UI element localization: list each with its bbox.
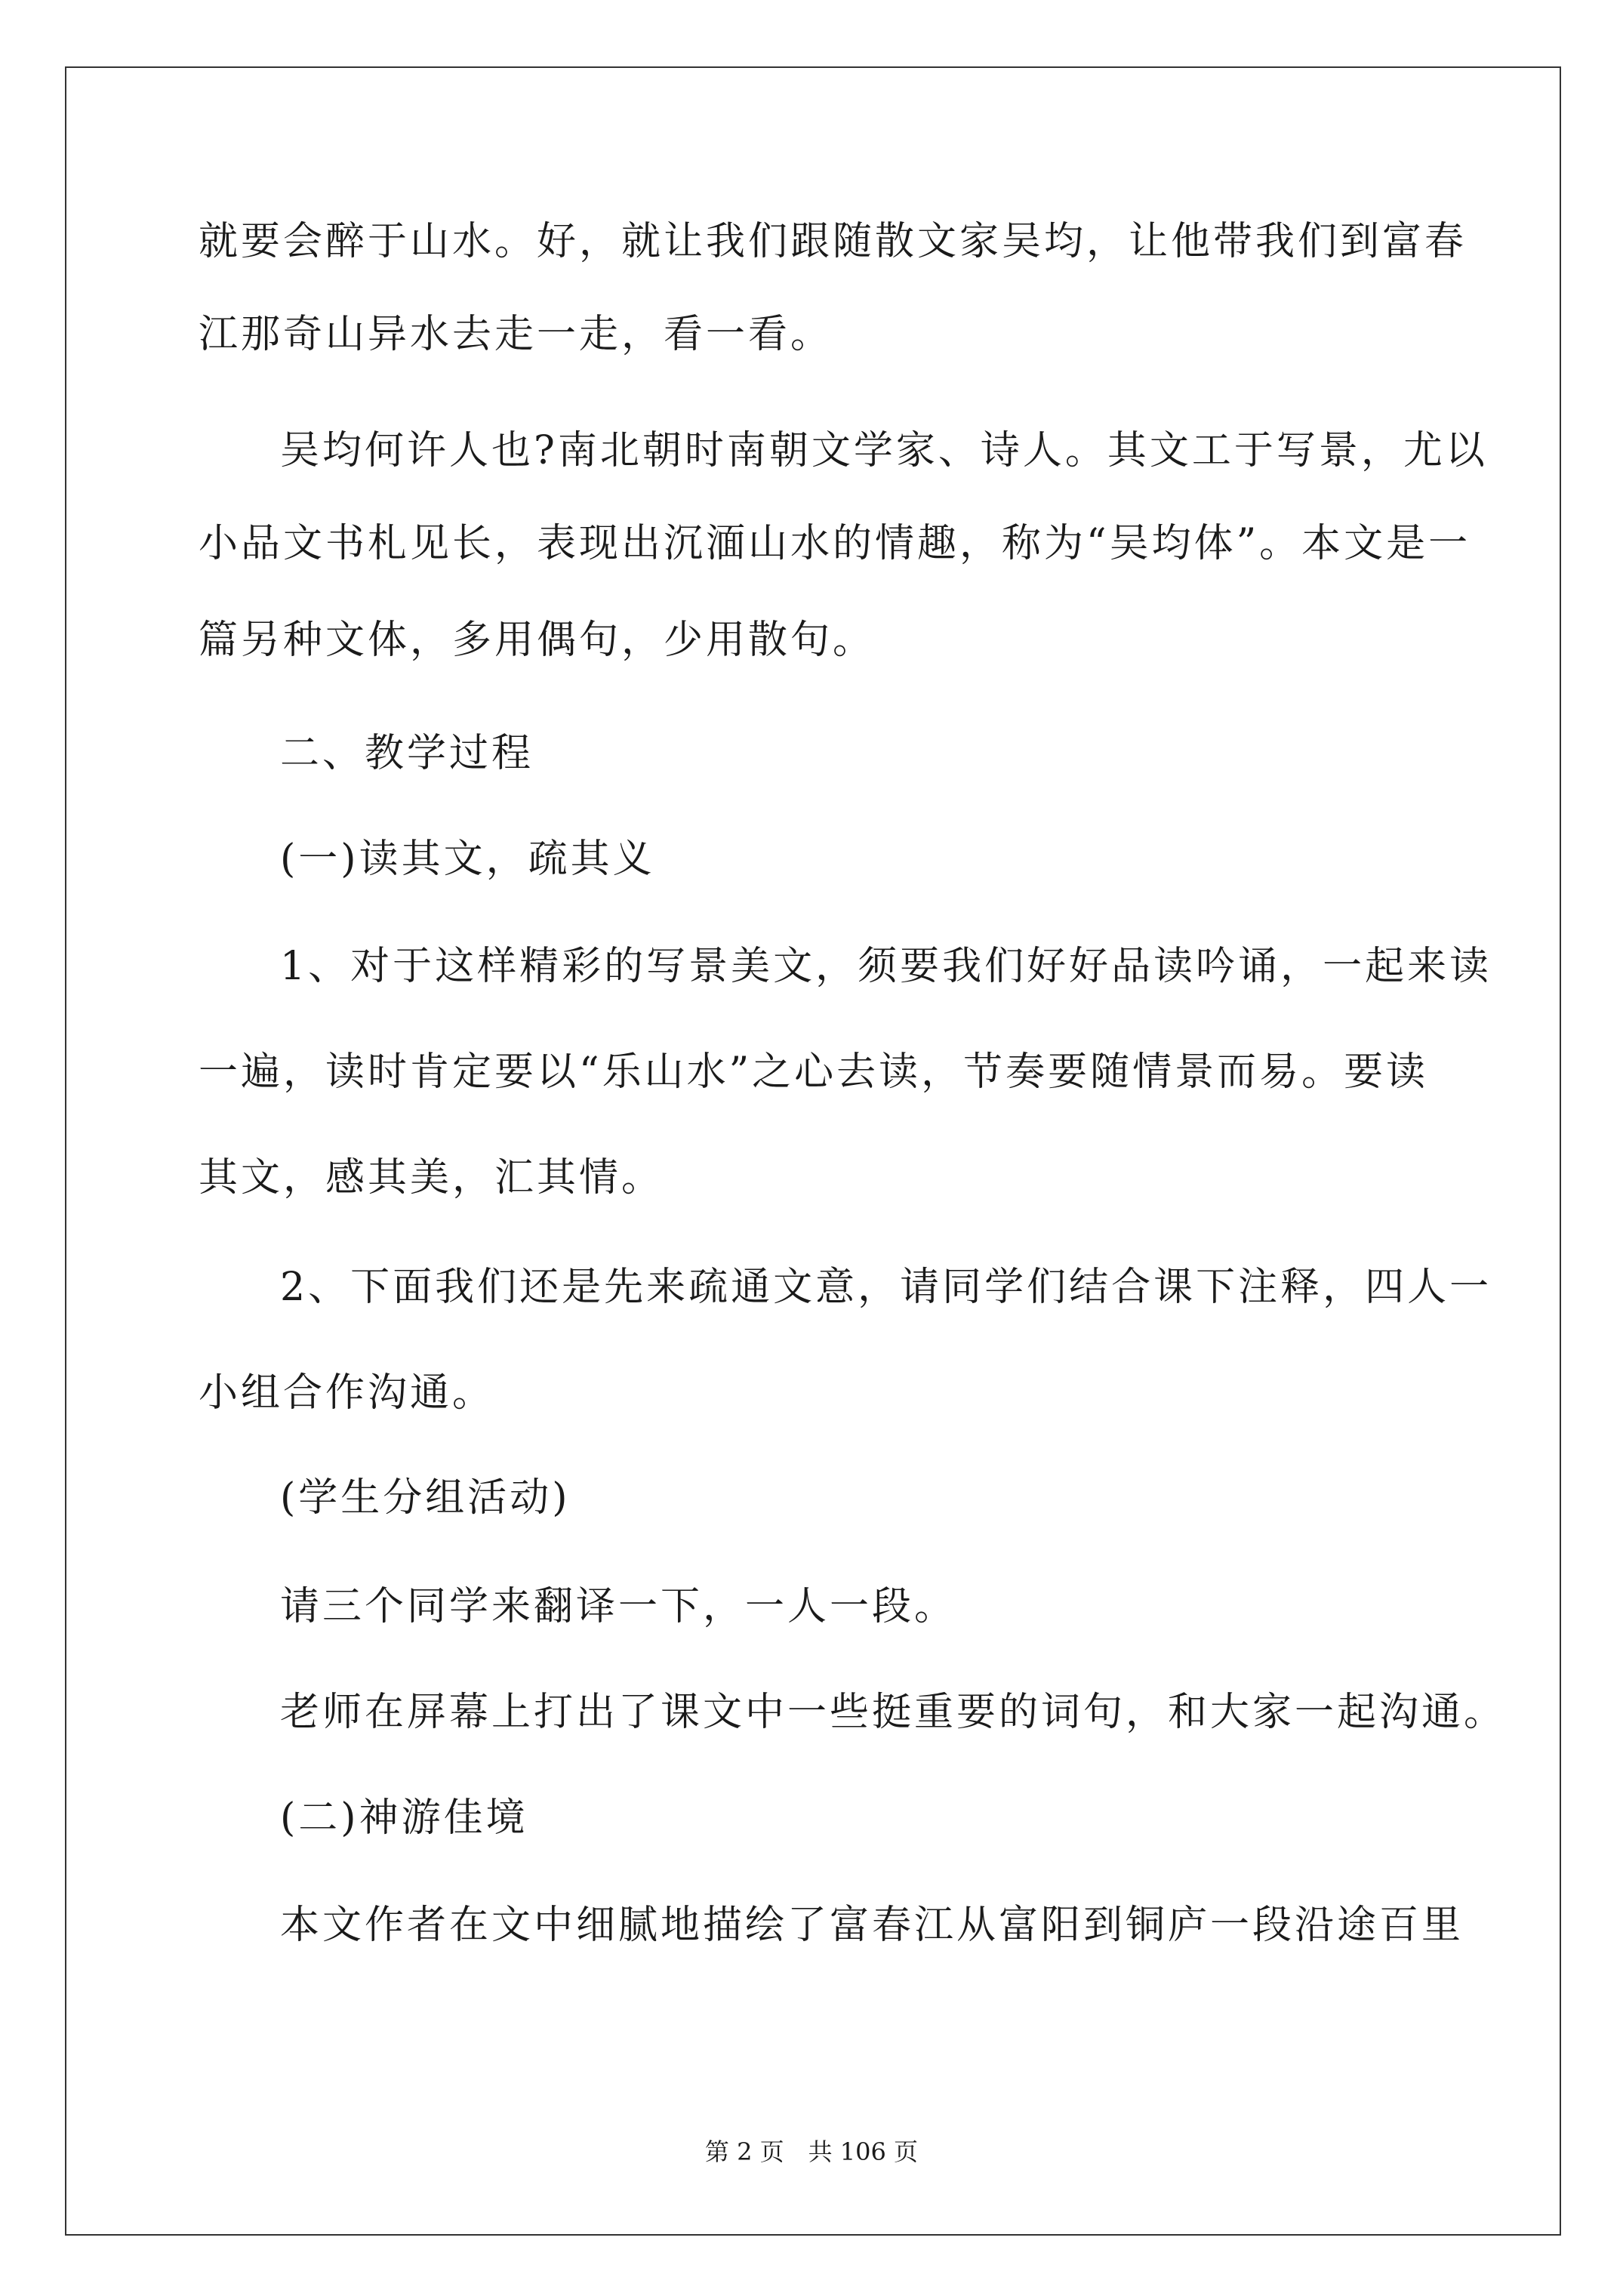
- text-line: 2、下面我们还是先来疏通文意，请同学们结合课下注释，四人一: [280, 1265, 1492, 1310]
- page-number: 第 2 页 共 106 页: [704, 2137, 919, 2166]
- text-line: (学生分组活动): [280, 1475, 571, 1521]
- text-line: 江那奇山异水去走一走，看一看。: [199, 312, 833, 357]
- text-line: 小品文书札见长，表现出沉湎山水的情趣，称为“吴均体”。本文是一: [199, 521, 1471, 566]
- text-line: 老师在屏幕上打出了课文中一些挺重要的词句，和大家一起沟通。: [280, 1690, 1507, 1735]
- text-line: 其文，感其美，汇其情。: [199, 1155, 664, 1200]
- subsection-heading: (一)读其文，疏其义: [280, 837, 655, 882]
- text-line: 请三个同学来翻译一下，一人一段。: [280, 1584, 957, 1629]
- text-line: 本文作者在文中细腻地描绘了富春江从富阳到铜庐一段沿途百里: [280, 1903, 1464, 1948]
- section-heading: 二、教学过程: [280, 731, 534, 776]
- text-line: 一遍，读时肯定要以“乐山水”之心去读，节奏要随情景而易。要读: [199, 1049, 1429, 1095]
- text-line: 篇另种文体，多用偶句，少用散句。: [199, 618, 876, 663]
- text-line: 1、对于这样精彩的写景美文，须要我们好好品读吟诵，一起来读: [280, 944, 1492, 989]
- text-line: 吴均何许人也?南北朝时南朝文学家、诗人。其文工于写景，尤以: [280, 428, 1488, 473]
- text-line: 小组合作沟通。: [199, 1370, 495, 1416]
- text-line: 就要会醉于山水。好，就让我们跟随散文家吴均，让他带我们到富春: [199, 219, 1467, 264]
- subsection-heading: (二)神游佳境: [280, 1795, 528, 1841]
